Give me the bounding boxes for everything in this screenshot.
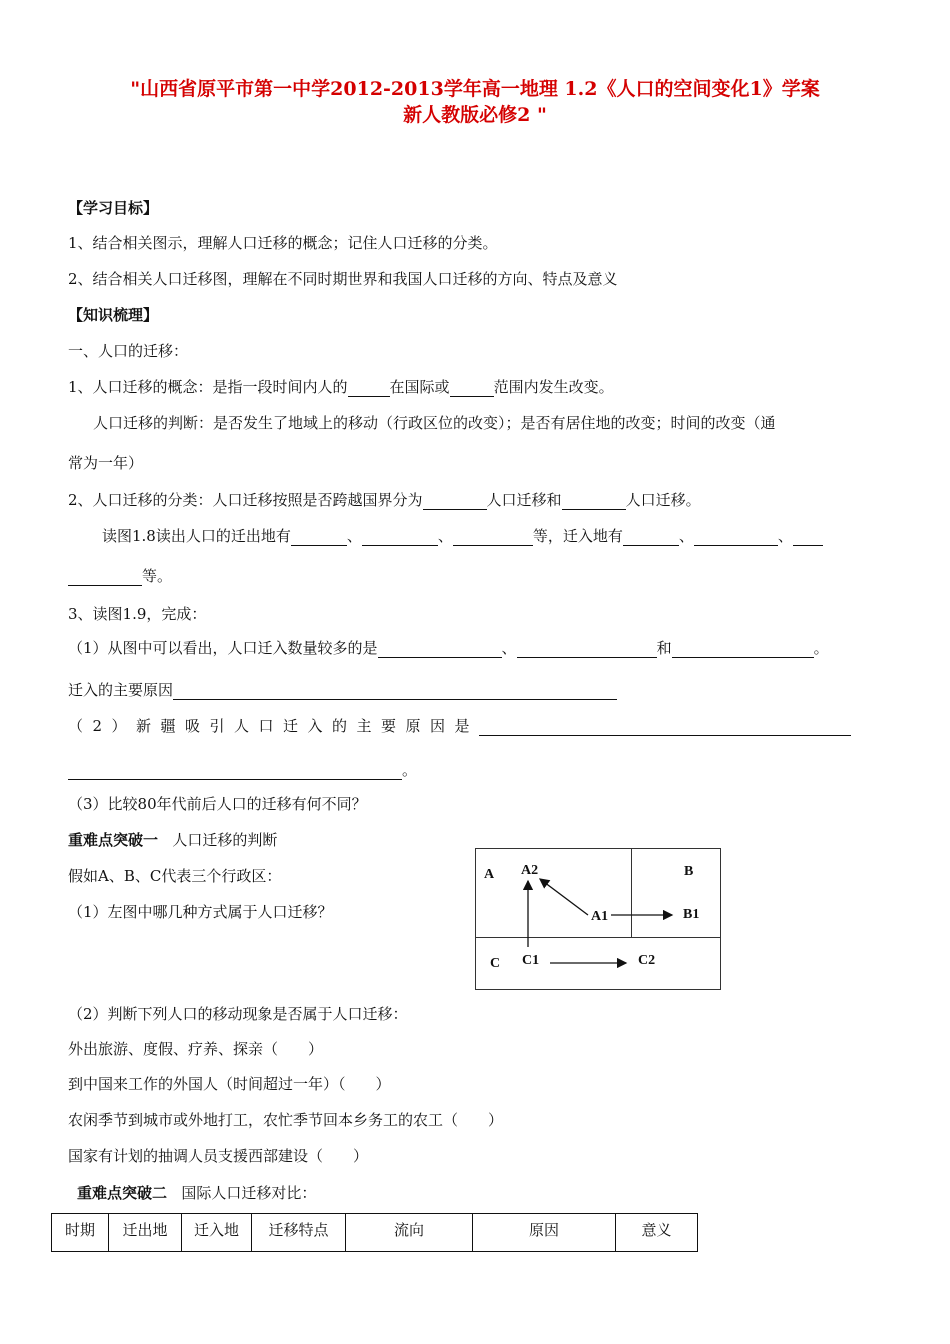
q3-1-text-d: 。 — [813, 639, 829, 657]
region-c-label: C — [490, 956, 501, 971]
answer-blank[interactable] — [423, 493, 487, 510]
question-3-2-cont — [68, 760, 417, 780]
judgement-item-3: 农闲季节到城市或外地打工，农忙季节回本乡务工的农工（ ） — [68, 1111, 504, 1129]
column-header: 原因 — [473, 1214, 616, 1252]
column-header: 迁入地 — [182, 1214, 252, 1252]
judgement-item-2: 到中国来工作的外国人（时间超过一年）（ ） — [68, 1075, 391, 1093]
answer-blank[interactable] — [517, 641, 657, 658]
figure-1-8-question-cont — [68, 566, 172, 586]
region-a-label: A — [484, 867, 495, 882]
q1-text-b: 在国际或 — [389, 378, 450, 396]
q1-text-c: 范围内发生改变。 — [493, 378, 614, 396]
answer-blank[interactable] — [694, 529, 778, 546]
separator: 、 — [777, 527, 793, 545]
question-3-1 — [68, 638, 829, 658]
answer-blank[interactable] — [68, 569, 142, 586]
question-3: 3、读图1.9，完成： — [68, 605, 207, 623]
knowledge-heading: 【知识梳理】 — [68, 306, 159, 324]
region-b-label: B — [684, 864, 694, 879]
answer-blank[interactable] — [453, 529, 533, 546]
answer-blank[interactable] — [362, 529, 438, 546]
answer-blank[interactable] — [672, 641, 814, 658]
q3-reason-text: 迁入的主要原因 — [68, 681, 174, 699]
answer-blank[interactable] — [378, 641, 502, 658]
q3-2-text: （2）新疆吸引人口迁入的主要原因是 — [68, 717, 480, 735]
answer-blank[interactable] — [173, 683, 617, 700]
migration-comparison-table — [51, 1213, 698, 1252]
q1-text-a: 1、人口迁移的概念：是指一段时间内人的 — [68, 378, 348, 396]
answer-blank[interactable] — [623, 529, 679, 546]
answer-blank[interactable] — [450, 380, 494, 397]
point-c2-label: C2 — [638, 953, 656, 968]
point-a2-label: A2 — [521, 863, 539, 878]
column-header: 时期 — [52, 1214, 109, 1252]
separator: 、 — [346, 527, 362, 545]
answer-blank[interactable] — [291, 529, 347, 546]
breakthrough-1-q1: （1）左图中哪几种方式属于人口迁移？ — [68, 903, 333, 921]
table-header-row — [52, 1214, 698, 1252]
section-1-heading: 一、人口的迁移： — [68, 342, 189, 360]
q3-1-text-a: （1）从图中可以看出，人口迁入数量较多的是 — [68, 639, 378, 657]
migration-diagram — [475, 848, 721, 990]
fig18-text-b: 等，迁入地有 — [532, 527, 623, 545]
answer-blank[interactable] — [793, 529, 823, 546]
document-title-line-2: 新人教版必修2 " — [403, 104, 547, 126]
breakthrough-1-topic: 人口迁移的判断 — [172, 831, 278, 849]
judgement-item-4: 国家有计划的抽调人员支援西部建设（ ） — [68, 1147, 369, 1165]
separator: 、 — [501, 639, 517, 657]
document-title-line-1: "山西省原平市第一中学2012-2013学年高一地理 1.2《人口的空间变化1》学案 — [130, 78, 820, 100]
migration-judgement-line-1: 人口迁移的判断：是否发生了地域上的移动（行政区位的改变）；是否有居住地的改变；时间的改变（通 — [93, 414, 776, 432]
judgement-item-1: 外出旅游、度假、疗养、探亲（ ） — [68, 1040, 324, 1058]
breakthrough-2-heading — [77, 1183, 316, 1203]
q3-1-text-c: 和 — [656, 639, 672, 657]
separator: 、 — [678, 527, 694, 545]
figure-1-8-question — [102, 526, 823, 546]
migration-judgement-line-2: 常为一年） — [68, 454, 144, 472]
answer-blank[interactable] — [348, 380, 390, 397]
breakthrough-1-heading — [68, 830, 277, 850]
question-3-3: （3）比较80年代前后人口的迁移有何不同？ — [68, 795, 367, 813]
question-3-2 — [68, 716, 851, 736]
question-1 — [68, 377, 614, 397]
column-header: 意义 — [616, 1214, 698, 1252]
objectives-heading: 【学习目标】 — [68, 199, 159, 217]
objective-1: 1、结合相关图示，理解人口迁移的概念；记住人口迁移的分类。 — [68, 234, 498, 252]
breakthrough-2-topic: 国际人口迁移对比： — [181, 1184, 317, 1202]
breakthrough-1-assumption: 假如A、B、C代表三个行政区： — [68, 867, 282, 885]
q2-text-a: 2、人口迁移的分类：人口迁移按照是否跨越国界分为 — [68, 491, 423, 509]
separator: 、 — [437, 527, 453, 545]
question-3-reason — [68, 680, 617, 700]
answer-blank[interactable] — [68, 763, 402, 780]
breakthrough-2-label: 重难点突破二 — [77, 1184, 168, 1202]
column-header: 流向 — [346, 1214, 473, 1252]
fig18-text-a: 读图1.8读出人口的迁出地有 — [102, 527, 291, 545]
arrow-a1-to-a2 — [540, 879, 588, 915]
answer-blank[interactable] — [479, 719, 851, 736]
answer-blank[interactable] — [562, 493, 626, 510]
breakthrough-1-label: 重难点突破一 — [68, 831, 159, 849]
column-header: 迁移特点 — [252, 1214, 346, 1252]
breakthrough-1-q2: （2）判断下列人口的移动现象是否属于人口迁移： — [68, 1005, 408, 1023]
question-2 — [68, 490, 701, 510]
fig18-text-c: 等。 — [142, 567, 173, 585]
objective-2: 2、结合相关人口迁移图，理解在不同时期世界和我国人口迁移的方向、特点及意义 — [68, 270, 618, 288]
q3-2-end: 。 — [402, 761, 418, 779]
q2-text-c: 人口迁移。 — [625, 491, 701, 509]
column-header: 迁出地 — [109, 1214, 182, 1252]
point-c1-label: C1 — [522, 953, 540, 968]
q2-text-b: 人口迁移和 — [486, 491, 562, 509]
point-a1-label: A1 — [591, 909, 609, 924]
point-b1-label: B1 — [683, 907, 700, 922]
